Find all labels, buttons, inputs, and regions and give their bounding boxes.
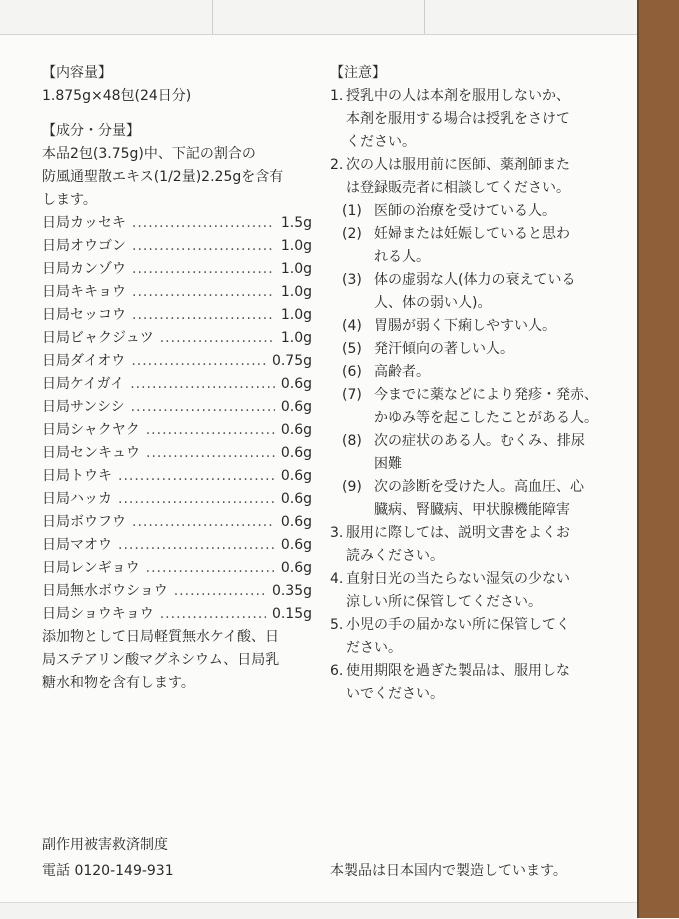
ingredient-row [42, 419, 312, 442]
fold-line [212, 0, 213, 34]
fold-line [424, 0, 425, 34]
relief-phone-number: 電話 0120-149-931 [42, 863, 174, 879]
ingredient-amount: 1.0g [280, 261, 312, 277]
caution-line [330, 660, 610, 683]
leader-dots [132, 281, 275, 304]
ingredient-row [42, 534, 312, 557]
subitem-text: 次の症状のある人。むくみ、排尿 [374, 433, 585, 449]
caution-subitem-line [330, 315, 610, 338]
ingredient-name: 日局カンゾウ [42, 261, 126, 277]
ingredients-intro [42, 143, 312, 212]
caution-text: 小児の手の届かない所に保管してく [346, 617, 570, 633]
leader-dots [132, 212, 275, 235]
caution-number: 6. [330, 663, 344, 679]
ingredient-row [42, 465, 312, 488]
ingredient-name: 日局カッセキ [42, 215, 126, 231]
caution-number [330, 177, 346, 200]
leader-dots [146, 557, 275, 580]
ingredient-amount: 0.6g [280, 537, 312, 553]
intro-line: 防風通聖散エキス(1/2量)2.25gを含有 [42, 169, 284, 185]
subitem-number [342, 499, 374, 522]
caution-subitem-line [330, 246, 610, 269]
ingredient-amount: 1.0g [280, 330, 312, 346]
subitem-text: 次の診断を受けた人。高血圧、心 [374, 479, 584, 495]
ingredient-name: 日局ショウキョウ [42, 606, 154, 622]
ingredient-row [42, 580, 312, 603]
ingredient-row [42, 304, 312, 327]
leader-dots [131, 396, 275, 419]
caution-line [330, 637, 610, 660]
subitem-text: かゆみ等を起こしたことがある人。 [374, 410, 598, 426]
subitem-number [342, 407, 374, 430]
ingredient-amount: 1.5g [280, 215, 312, 231]
caution-line [330, 591, 610, 614]
caution-line [330, 85, 610, 108]
caution-list [330, 85, 610, 706]
additives-line: 糖水和物を含有します。 [42, 675, 195, 691]
leader-dots [174, 580, 266, 603]
leader-dots [160, 603, 266, 626]
ingredient-name: 日局ケイガイ [42, 376, 125, 392]
caution-text: 服用に際しては、説明文書をよくお [346, 525, 570, 541]
bottom-fold-band [0, 902, 637, 919]
intro-line: 本品2包(3.75g)中、下記の割合の [42, 146, 256, 162]
ingredient-row [42, 281, 312, 304]
ingredient-row [42, 212, 312, 235]
caution-text: 涼しい所に保管してください。 [346, 594, 542, 610]
leader-dots [132, 511, 275, 534]
caution-text: は登録販売者に相談してください。 [346, 180, 570, 196]
caution-line [330, 154, 610, 177]
subitem-text: 発汗傾向の著しい人。 [374, 341, 514, 357]
caution-line [330, 614, 610, 637]
ingredient-row [42, 442, 312, 465]
caution-line [330, 683, 610, 706]
ingredient-amount: 0.6g [280, 560, 312, 576]
caution-subitem-line [330, 430, 610, 453]
subitem-text: 胃腸が弱く下痢しやすい人。 [374, 318, 556, 334]
caution-subitem-line [330, 223, 610, 246]
ingredients-heading: 【成分・分量】 [42, 123, 140, 139]
leader-dots [118, 465, 275, 488]
relief-system-title: 副作用被害救済制度 [42, 837, 168, 853]
ingredient-row [42, 235, 312, 258]
ingredient-amount: 0.6g [280, 376, 312, 392]
caution-subitem-line [330, 453, 610, 476]
caution-line [330, 568, 610, 591]
additives-line: 添加物として日局軽質無水ケイ酸、日 [42, 629, 280, 645]
subitem-number: (8) [342, 433, 362, 449]
intro-line: します。 [42, 192, 97, 208]
ingredient-name: 日局セッコウ [42, 307, 126, 323]
subitem-text: 臓病、腎臓病、甲状腺機能障害 [374, 502, 570, 518]
ingredient-amount: 1.0g [280, 238, 312, 254]
caution-text: 読みください。 [346, 548, 444, 564]
ingredient-amount: 0.6g [280, 422, 312, 438]
ingredient-name: 日局シャクヤク [42, 422, 140, 438]
caution-subitem-line [330, 361, 610, 384]
caution-subitem-line [330, 269, 610, 292]
caution-number: 5. [330, 617, 344, 633]
flap-edge [637, 0, 639, 918]
caution-text: ださい。 [346, 640, 402, 656]
ingredient-name: 日局ダイオウ [42, 353, 126, 369]
left-column [42, 62, 312, 695]
leader-dots [146, 442, 275, 465]
right-column [330, 62, 610, 706]
subitem-text: 妊婦または妊娠していると思わ [374, 226, 570, 242]
subitem-text: 医師の治療を受けている人。 [374, 203, 556, 219]
caution-line [330, 108, 610, 131]
ingredient-amount: 0.6g [280, 514, 312, 530]
caution-text: 授乳中の人は本剤を服用しないか、 [346, 88, 570, 104]
cautions-heading: 【注意】 [330, 65, 386, 81]
caution-text: ください。 [346, 134, 416, 150]
caution-line [330, 545, 610, 568]
caution-number [330, 131, 346, 154]
contents-heading: 【内容量】 [42, 65, 112, 81]
ingredient-amount: 0.6g [280, 491, 312, 507]
ingredient-amount: 1.0g [280, 307, 312, 323]
subitem-number: (4) [342, 318, 362, 334]
leader-dots [130, 373, 275, 396]
ingredient-name: 日局マオウ [42, 537, 112, 553]
caution-number: 1. [330, 88, 344, 104]
caution-subitem-line [330, 292, 610, 315]
subitem-number [342, 246, 374, 269]
additives-line: 局ステアリン酸マグネシウム、日局乳 [42, 652, 280, 668]
leader-dots [131, 350, 266, 373]
caution-number [330, 545, 346, 568]
caution-subitem-line [330, 384, 610, 407]
ingredient-row [42, 603, 312, 626]
ingredient-row [42, 488, 312, 511]
ingredient-row [42, 258, 312, 281]
caution-text: 使用期限を過ぎた製品は、服用しな [346, 663, 570, 679]
ingredient-row [42, 557, 312, 580]
ingredient-name: 日局無水ボウショウ [42, 583, 168, 599]
caution-number [330, 591, 346, 614]
subitem-number: (3) [342, 272, 362, 288]
made-in-japan-note: 本製品は日本国内で製造しています。 [330, 863, 567, 879]
subitem-number [342, 453, 374, 476]
subitem-text: 高齢者。 [374, 364, 430, 380]
caution-line [330, 131, 610, 154]
subitem-number: (1) [342, 203, 362, 219]
subitem-number: (5) [342, 341, 362, 357]
caution-number: 3. [330, 525, 344, 541]
leader-dots [146, 419, 275, 442]
caution-text: いでください。 [346, 686, 444, 702]
caution-subitem-line [330, 338, 610, 361]
leader-dots [132, 258, 275, 281]
ingredient-row [42, 373, 312, 396]
leader-dots [132, 304, 275, 327]
caution-line [330, 177, 610, 200]
subitem-text: 体の虚弱な人(体力の衰えている [374, 272, 576, 288]
subitem-text: 今までに薬などにより発疹・発赤、 [374, 387, 598, 403]
ingredient-row [42, 350, 312, 373]
ingredient-amount: 0.6g [280, 399, 312, 415]
ingredient-row [42, 327, 312, 350]
ingredient-amount: 1.0g [280, 284, 312, 300]
leader-dots [118, 534, 275, 557]
ingredient-name: 日局ボウフウ [42, 514, 126, 530]
ingredient-name: 日局ハッカ [42, 491, 112, 507]
caution-number [330, 637, 346, 660]
caution-number [330, 683, 346, 706]
leader-dots [118, 488, 275, 511]
ingredient-amount: 0.75g [271, 353, 312, 369]
ingredient-name: 日局キキョウ [42, 284, 126, 300]
package-side-flap [637, 0, 679, 918]
ingredient-name: 日局レンギョウ [42, 560, 140, 576]
subitem-text: 困難 [374, 456, 402, 472]
caution-text: 直射日光の当たらない湿気の少ない [346, 571, 570, 587]
subitem-number: (6) [342, 364, 362, 380]
caution-text: 次の人は服用前に医師、薬剤師また [346, 157, 570, 173]
ingredient-name: 日局ビャクジュツ [42, 330, 154, 346]
ingredient-name: 日局センキュウ [42, 445, 140, 461]
caution-number [330, 108, 346, 131]
caution-line [330, 522, 610, 545]
subitem-number: (9) [342, 479, 362, 495]
ingredient-row [42, 396, 312, 419]
caution-number: 4. [330, 571, 344, 587]
caution-subitem-line [330, 200, 610, 223]
additives-note [42, 626, 312, 695]
ingredient-name: 日局サンシシ [42, 399, 125, 415]
top-fold-band [0, 0, 679, 35]
ingredient-name: 日局トウキ [42, 468, 112, 484]
ingredient-name: 日局オウゴン [42, 238, 126, 254]
leader-dots [160, 327, 275, 350]
caution-text: 本剤を服用する場合は授乳をさけて [346, 111, 570, 127]
caution-subitem-line [330, 476, 610, 499]
subitem-number: (2) [342, 226, 362, 242]
subitem-text: れる人。 [374, 249, 430, 265]
leader-dots [132, 235, 275, 258]
caution-subitem-line [330, 499, 610, 522]
caution-subitem-line [330, 407, 610, 430]
subitem-text: 人、体の弱い人)。 [374, 295, 492, 311]
subitem-number: (7) [342, 387, 362, 403]
ingredient-list [42, 212, 312, 626]
ingredient-amount: 0.35g [271, 583, 312, 599]
subitem-number [342, 292, 374, 315]
ingredient-amount: 0.6g [280, 445, 312, 461]
ingredient-amount: 0.6g [280, 468, 312, 484]
ingredient-amount: 0.15g [271, 606, 312, 622]
contents-amount: 1.875g×48包(24日分) [42, 88, 192, 104]
ingredient-row [42, 511, 312, 534]
caution-number: 2. [330, 157, 344, 173]
